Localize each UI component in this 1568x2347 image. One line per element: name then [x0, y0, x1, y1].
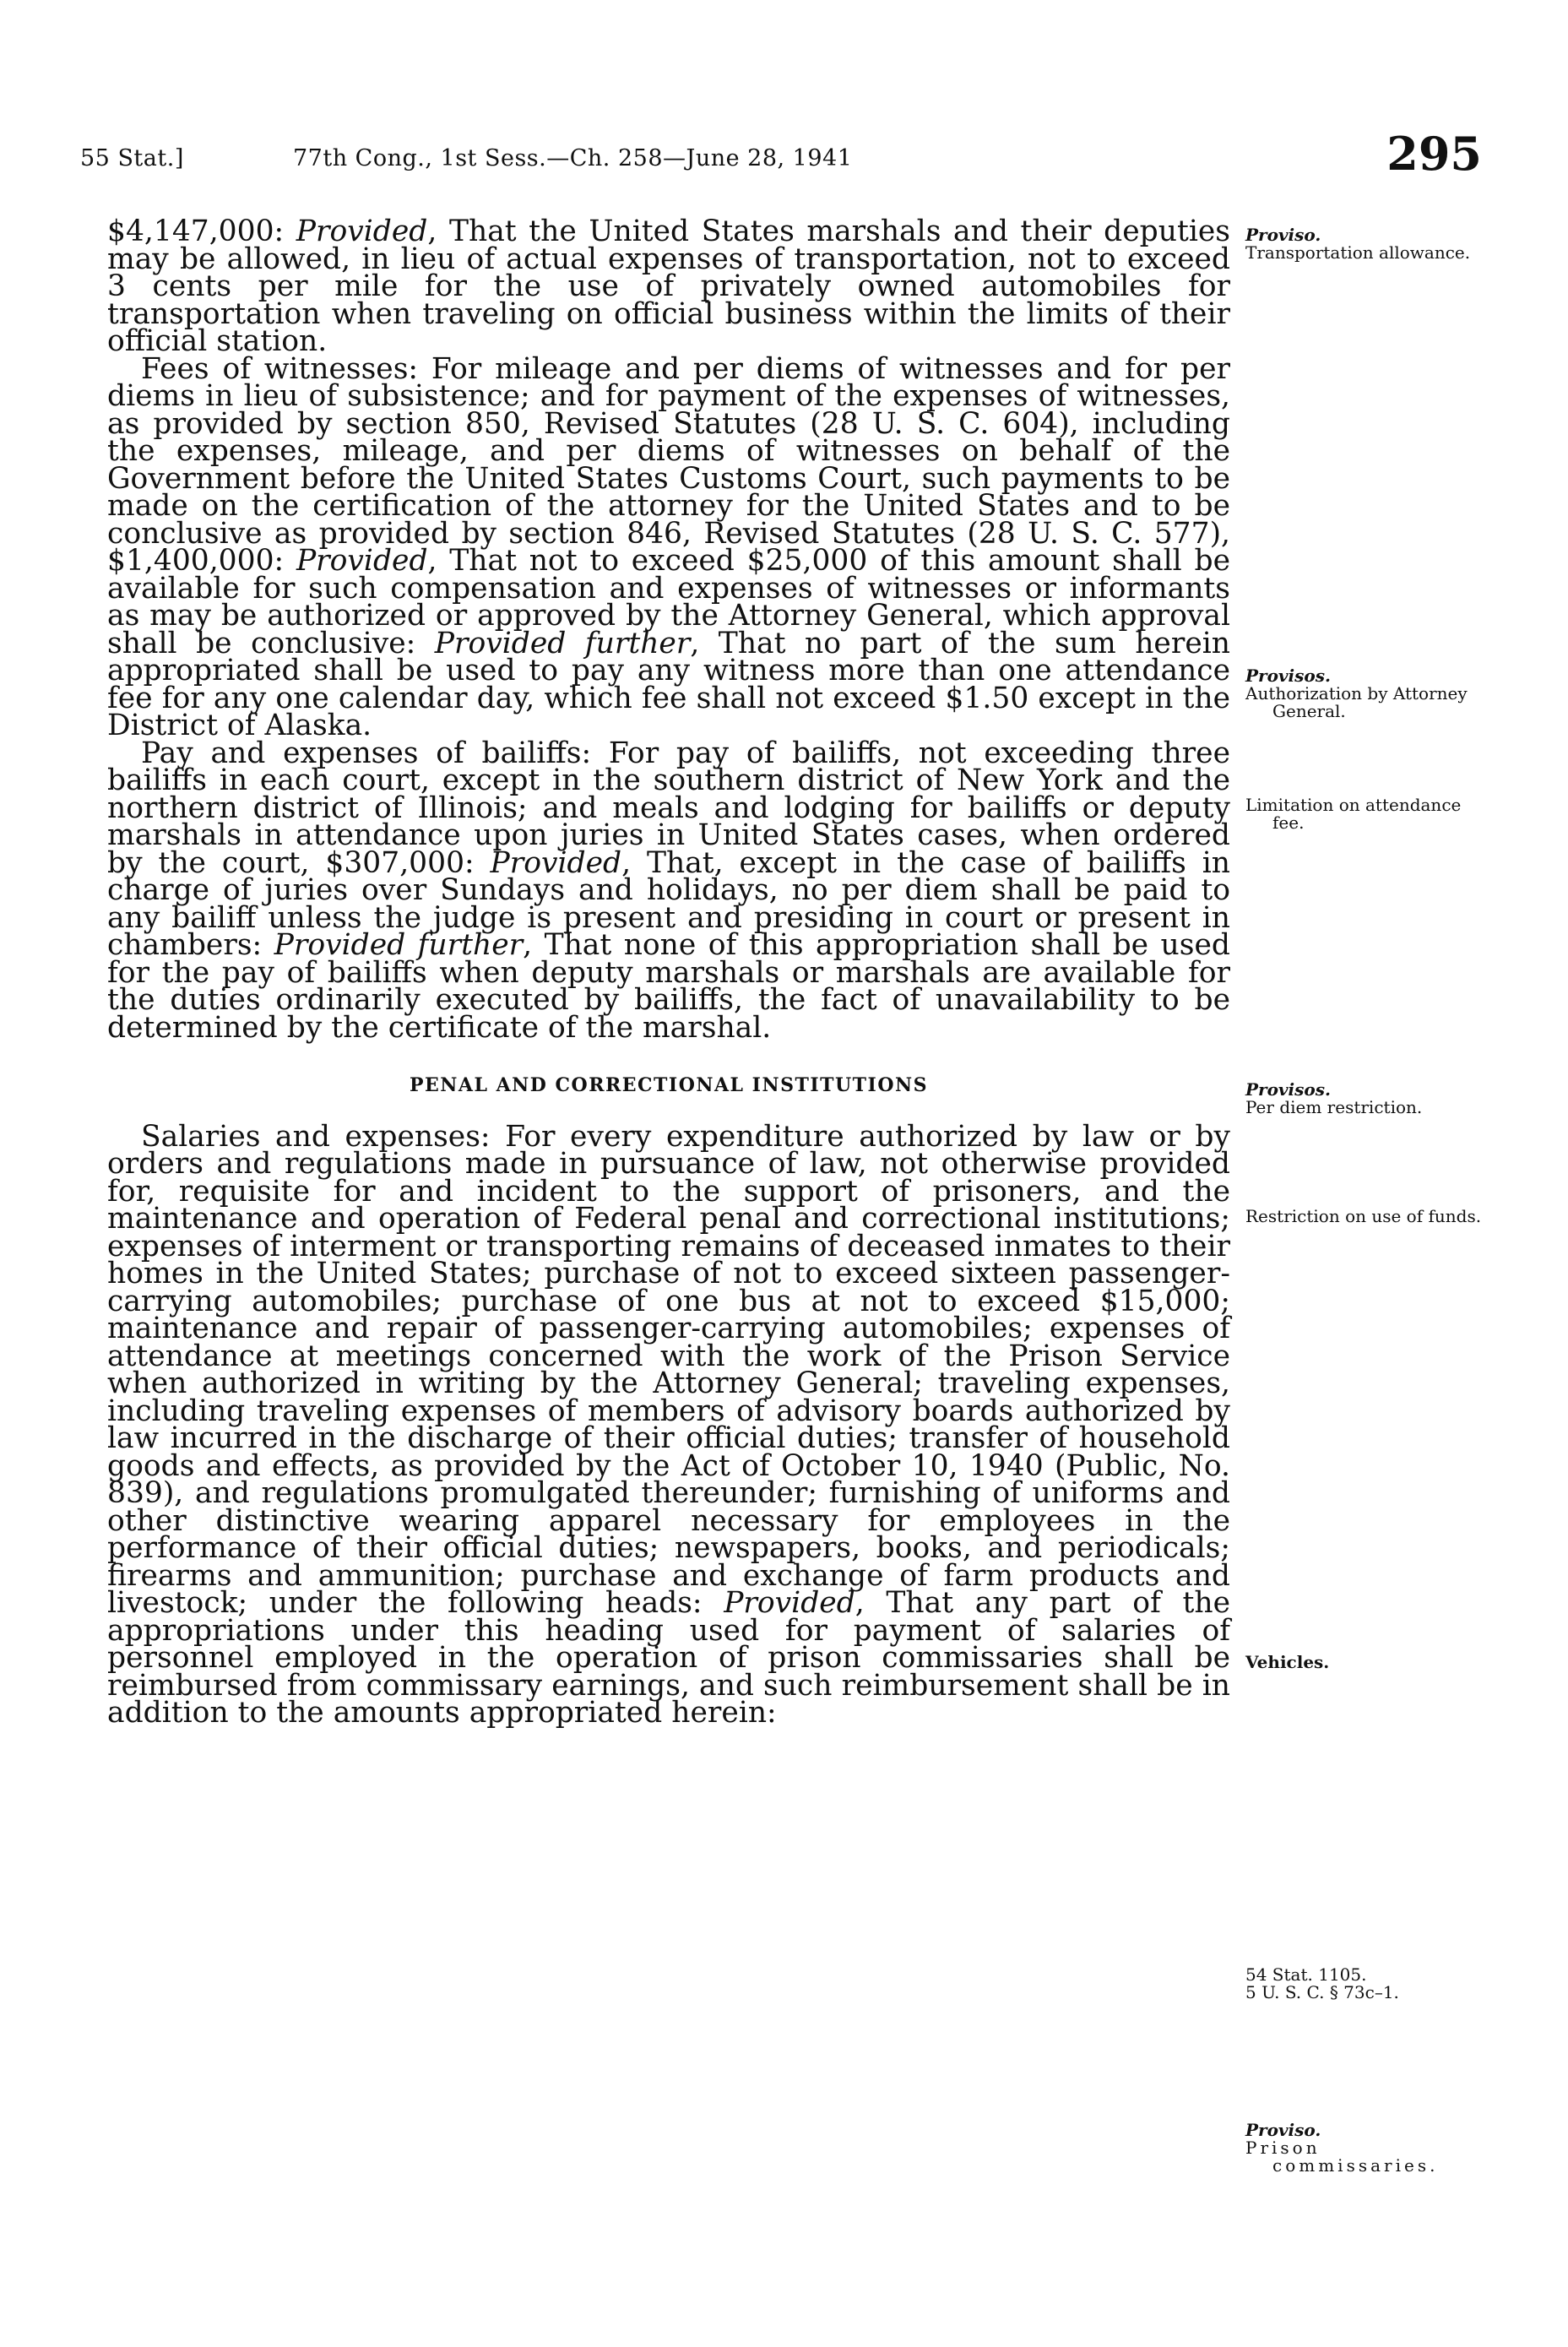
page-header	[80, 127, 1482, 186]
paragraph-witness-fees: Fees of witnesses: For mileage and per diems of witnesses and for per diems in lieu of subsistence; and for payment of the expenses of witnesses, as provided by section 850, Revised Statutes (28 U. S. C. 604), including the expenses, mileage, and per diems of witnesses on behalf of the Government before the United States Customs Court, such payments to be made on the certification of the attorney for the United States and to be conclusive as provided by section 846, Revised Statutes (28 U. S. C. 577), $1,400,000: Provided, That not to exceed $25,000 of this amount shall be available for such compensation and expenses of witnesses or informants as may be authorized or approved by the Attorney General, which approval shall be conclusive: Provided further, That no part of the sum herein appropriated shall be used to pay any witness more than one attendance fee for any one calendar day, which fee shall not exceed $1.50 except in the District of Alaska.	[107, 351, 1230, 742]
page-number: 295	[1386, 127, 1482, 181]
margin-note-restriction-funds: Restriction on use of funds.	[1245, 1206, 1482, 1226]
margin-note-attendance-fee: Limitation on attendance fee.	[1245, 795, 1462, 833]
statute-reference: 55 Stat.]	[80, 145, 184, 171]
paragraph-salaries-expenses: Salaries and expenses: For every expenditure authorized by law or by orders and regulations made in pursuance of law, not otherwise provided for, requisite for and incident to the support of prisoners, and the maintenance and operation of Federal penal and correctional institutions; expenses of interment or transporting remains of deceased inmates to their homes in the United States; purchase of not to exceed sixteen passenger-carrying automobiles; purchase of one bus at not to exceed $15,000; maintenance and repair of passenger-carrying automobiles; expenses of attendance at meetings concerned with the work of the Prison Service when authorized in writing by the Attorney General; traveling expenses, including traveling expenses of members of advisory boards authorized by law incurred in the discharge of their official duties; transfer of household goods and effects, as provided by the Act of October 10, 1940 (Public, No. 839), and regulations promulgated thereunder; furnishing of uniforms and other distinctive wearing apparel necessary for employees in the performance of their official duties; newspapers, books, and periodicals; firearms and ammunition; purchase and exchange of farm products and livestock; under the following heads: Provided, That any part of the appropriations under this heading used for payment of salaries of personnel employed in the operation of prison commissaries shall be reimbursed from commissary earnings, and such reimbursement shall be in addition to the amounts appropriated herein:	[107, 1119, 1230, 1730]
margin-note-prison-commissaries: Proviso. Prison commissaries.	[1245, 2120, 1439, 2176]
paragraph-marshals: $4,147,000: Provided, That the United States marshals and their deputies may be allowed, in lieu of actual expenses of transportation, not to exceed 3 cents per mile for the use of privately owned automobiles for transportation when traveling on official business within the limits of their official station.	[107, 215, 1231, 358]
paragraph-bailiffs: Pay and expenses of bailiffs: For pay of bailiffs, not exceeding three bailiffs in each court, except in the southern district of New York and the northern district of Illinois; and meals and lodging for bailiffs or deputy marshals in attendance upon juries in United States cases, when ordered by the court, $307,000: Provided, That, except in the case of bailiffs in charge of juries over Sundays and holidays, no per diem shall be paid to any bailiff unless the judge is present and presiding in court or present in chambers: Provided further, That none of this appropriation shall be used for the pay of bailiffs when deputy marshals or marshals are available for the duties ordinarily executed by bailiffs, the fact of unavailability to be determined by the certificate of the marshal.	[107, 736, 1230, 1045]
section-heading: PENAL AND CORRECTIONAL INSTITUTIONS	[409, 1074, 928, 1096]
margin-note-statute-citation: 54 Stat. 1105. 5 U. S. C. § 73c–1.	[1245, 1964, 1399, 2002]
margin-note-transportation: Proviso. Transportation allowance.	[1245, 225, 1471, 263]
main-text	[107, 215, 1231, 1730]
margin-note-authorization: Provisos. Authorization by Attorney General.	[1245, 666, 1468, 721]
margin-note-per-diem: Provisos. Per diem restriction.	[1245, 1079, 1423, 1117]
margin-note-vehicles: Vehicles.	[1245, 1652, 1330, 1672]
session-line: 77th Cong., 1st Sess.—Ch. 258—June 28, 1941	[293, 145, 853, 171]
